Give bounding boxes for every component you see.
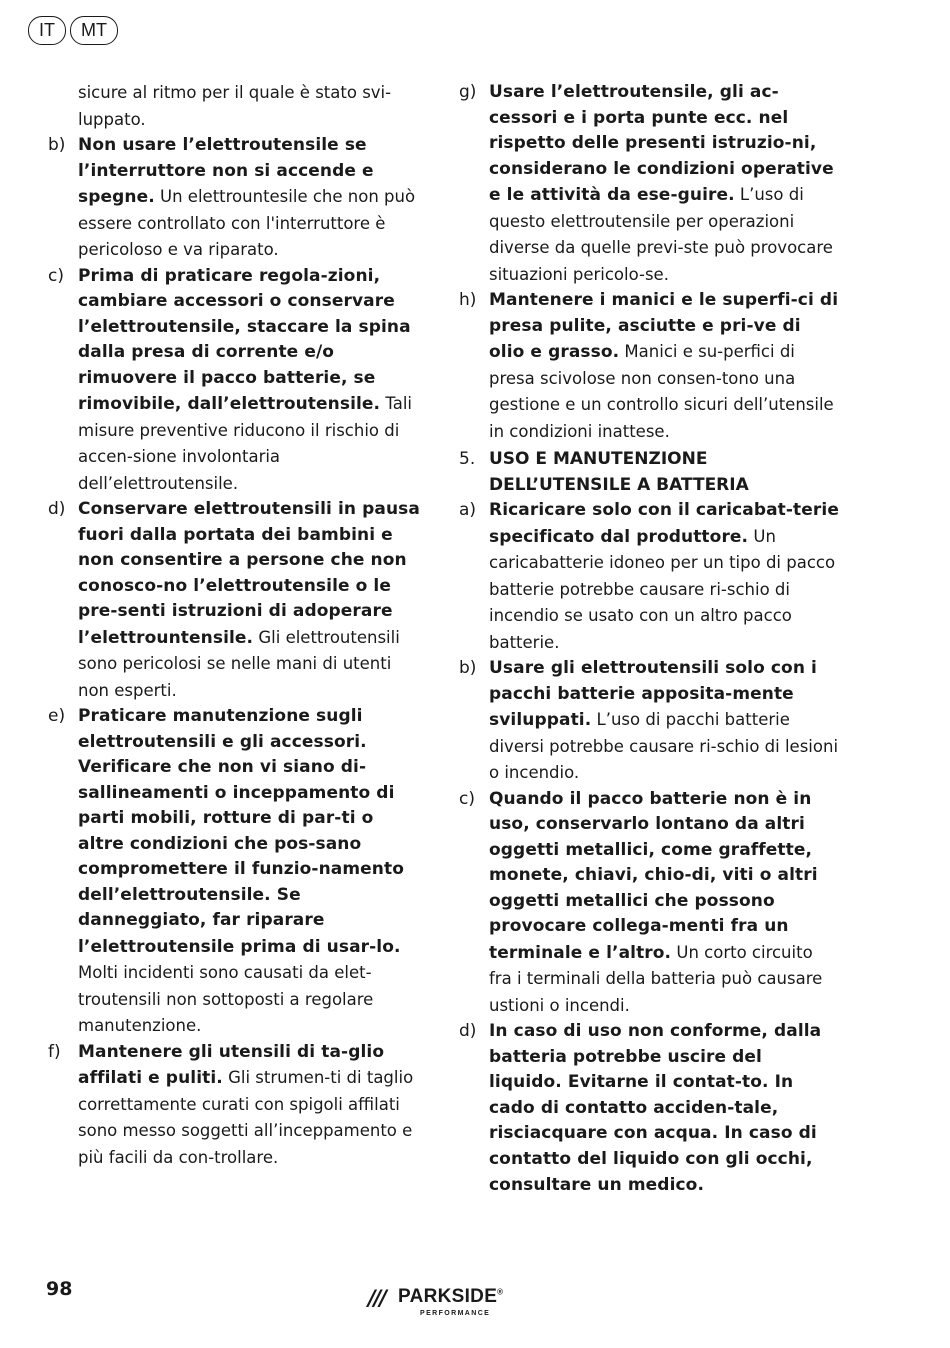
list-item-marker: b) (459, 658, 477, 678)
list-item (44, 133, 424, 264)
list-item (44, 1040, 424, 1172)
section-heading (455, 447, 840, 498)
page-number: 98 (46, 1278, 73, 1300)
list-item-body-text: L’uso di pacchi batterie diversi potrebbe causare ri-schio di lesioni o incendio. (489, 710, 839, 782)
list-item-bold-text: Non usare l’elettroutensile se l’interruttore non si accende e spegne. (78, 135, 374, 207)
list-item-body-text: Manici e su-perfici di presa scivolose non consen-tono una gestione e un controllo sicuri dell’utensile in condizioni inattese. (489, 342, 834, 441)
list-item-marker: d) (459, 1021, 477, 1041)
list-item (455, 787, 840, 1020)
list-item-marker: g) (459, 82, 477, 102)
list-item (455, 288, 840, 445)
list-item-bold-text: Conservare elettroutensili in pausa fuori dalla portata dei bambini e non consentire a persone che non conosco-no l’elettroutensile o le pre-senti istruzioni di adoperare l’elettrountensile. (78, 499, 420, 648)
list-item-body-text: Un caricabatterie idoneo per un tipo di pacco batterie potrebbe causare ri-schio di incendio se usato con un altro pacco batterie. (489, 526, 836, 652)
list-item-bold-text: In caso di uso non conforme, dalla batteria potrebbe uscire del liquido. Evitarne il contat-to. In cado di contatto acciden-tale, risciacquare con acqua. In caso di contatto del liquido con gli occhi, consultare un medico. (489, 1021, 822, 1195)
parkside-logo (368, 1286, 528, 1322)
list-item-body-text: Molti incidenti sono causati da elet-troutensili non sottoposti a regolare manutenzione. (78, 963, 374, 1035)
right-column (455, 80, 840, 1199)
list-item (455, 80, 840, 288)
list-item-body-text: Tali misure preventive riducono il rischio di accen-sione involontaria dell’elettroutensile. (78, 394, 412, 493)
list-item-bold-text: Prima di praticare regola-zioni, cambiare accessori o conservare l’elettroutensile, staccare la spina dalla presa di corrente e/o rimuovere il pacco batterie, se rimovibile, dall’elettroutensile. (78, 265, 411, 414)
logo-subtitle: PERFORMANCE (420, 1310, 491, 1317)
list-item-bold-text: Usare gli elettroutensili solo con i pacchi batterie apposita-mente sviluppati. (489, 658, 817, 730)
logo-slashes: /// (368, 1286, 386, 1310)
list-item-bold-text: Praticare manutenzione sugli elettroutensili e gli accessori. Verificare che non vi siano di-sallineamenti o inceppamento di parti mobili, rotture di par-ti o altre condizioni che pos-sano compromettere il funzio-namento dell’elettroutensile. Se danneggiato, far riparare l’elettroutensile prima di usar-lo. (78, 706, 405, 957)
left-column (44, 80, 424, 1171)
list-item-body-text: Gli strumen-ti di taglio correttamente curati con spigoli affilati sono messo soggetti all’inceppamento e più facili da con-trollare. (78, 1068, 414, 1167)
list-item-bold-text: Usare l’elettroutensile, gli ac-cessori e i porta punte ecc. nel rispetto delle presenti istruzio-ni, considerano le condizioni operative e le attività da ese-guire. (489, 82, 834, 205)
section-title: USO E MANUTENZIONE DELL’UTENSILE A BATTERIA (489, 449, 749, 495)
list-item-body-text: Un elettrountesile che non può essere controllato con l'interruttore è pericoloso e va riparato. (78, 187, 416, 259)
language-badges (28, 16, 118, 45)
intro-paragraph: sicure al ritmo per il quale è stato svi-luppato. (78, 83, 392, 129)
list-item-marker: d) (48, 499, 66, 519)
list-item-body-text: Un corto circuito fra i terminali della batteria può causare ustioni o incendi. (489, 942, 823, 1015)
logo-wordmark: PARKSIDE® (398, 1286, 504, 1307)
list-item-body-text: L’uso di questo elettroutensile per operazioni diverse da quelle previ-ste può provocare situazioni pericolo-se. (489, 185, 833, 284)
list-item-bold-text: Mantenere gli utensili di ta-glio affilati e puliti. (78, 1041, 385, 1088)
list-item (455, 656, 840, 787)
list-item (455, 498, 840, 656)
list-item (44, 264, 424, 498)
lang-badge-mt: MT (70, 16, 118, 45)
list-item-marker: b) (48, 135, 66, 155)
section-number: 5. (459, 449, 476, 469)
list-item-marker: h) (459, 290, 477, 310)
list-item (44, 704, 424, 1040)
list-item-marker: f) (48, 1041, 61, 1062)
lang-badge-it: IT (28, 16, 66, 45)
list-item (455, 1019, 840, 1199)
list-item-marker: c) (48, 265, 64, 286)
list-item-bold-text: Quando il pacco batterie non è in uso, conservarlo lontano da altri oggetti metallici, come graffette, monete, chiavi, chio-di, viti o altri oggetti metallici che possono provocare collega-menti fra un terminale e l’altro. (489, 788, 818, 963)
list-item-bold-text: Mantenere i manici e le superfi-ci di presa pulite, asciutte e pri-ve di olio e grasso. (489, 290, 839, 362)
list-item-marker: c) (459, 788, 475, 809)
list-item-marker: a) (459, 500, 477, 520)
list-item-body-text: Gli elettroutensili sono pericolosi se nelle mani di utenti non esperti. (78, 627, 400, 700)
list-item-marker: e) (48, 706, 66, 726)
list-item-bold-text: Ricaricare solo con il caricabat-terie specificato dal produttore. (489, 500, 839, 547)
list-item (44, 497, 424, 704)
